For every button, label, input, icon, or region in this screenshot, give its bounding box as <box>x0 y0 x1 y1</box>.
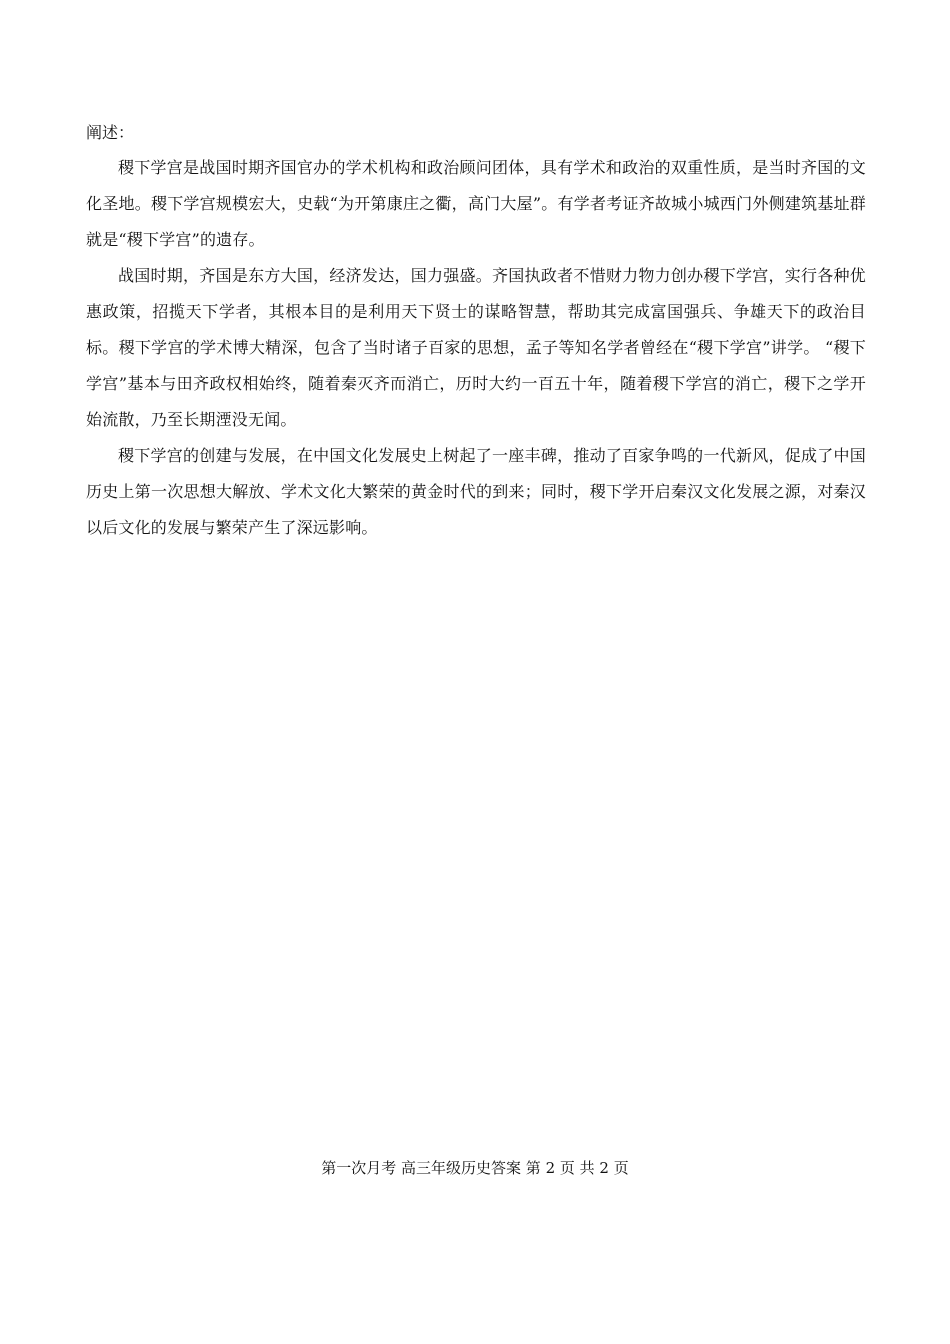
section-heading: 阐述： <box>86 123 135 142</box>
paragraph-history: 战国时期，齐国是东方大国，经济发达，国力强盛。齐国执政者不惜财力物力创办稷下学宫，实行各种优惠政策，招揽天下学者，其根本目的是利用天下贤士的谋略智慧，帮助其完成富国强兵、争雄天下的政治目标。稷下学宫的学术博大精深，包含了当时诸子百家的思想，孟子等知名学者曾经在“稷下学宫”讲学。 “稷下学宫”基本与田齐政权相始终，随着秦灭齐而消亡，历时大约一百五十年，随着稷下学宫的消亡，稷下之学开始流散，乃至长期湮没无闻。 <box>86 266 866 429</box>
paragraph-significance: 稷下学宫的创建与发展，在中国文化发展史上树起了一座丰碑，推动了百家争鸣的一代新风，促成了中国历史上第一次思想大解放、学术文化大繁荣的黄金时代的到来；同时，稷下学开启秦汉文化发展之源，对秦汉以后文化的发展与繁荣产生了深远影响。 <box>86 446 866 537</box>
answer-content <box>86 118 866 546</box>
page-footer: 第一次月考 高三年级历史答案 第 2 页 共 2 页 <box>321 1159 629 1177</box>
paragraph-intro: 稷下学宫是战国时期齐国官办的学术机构和政治顾问团体，具有学术和政治的双重性质，是当时齐国的文化圣地。稷下学宫规模宏大，史载“为开第康庄之衢，高门大屋”。有学者考证齐故城小城西门外侧建筑基址群就是“稷下学宫”的遗存。 <box>86 158 866 249</box>
